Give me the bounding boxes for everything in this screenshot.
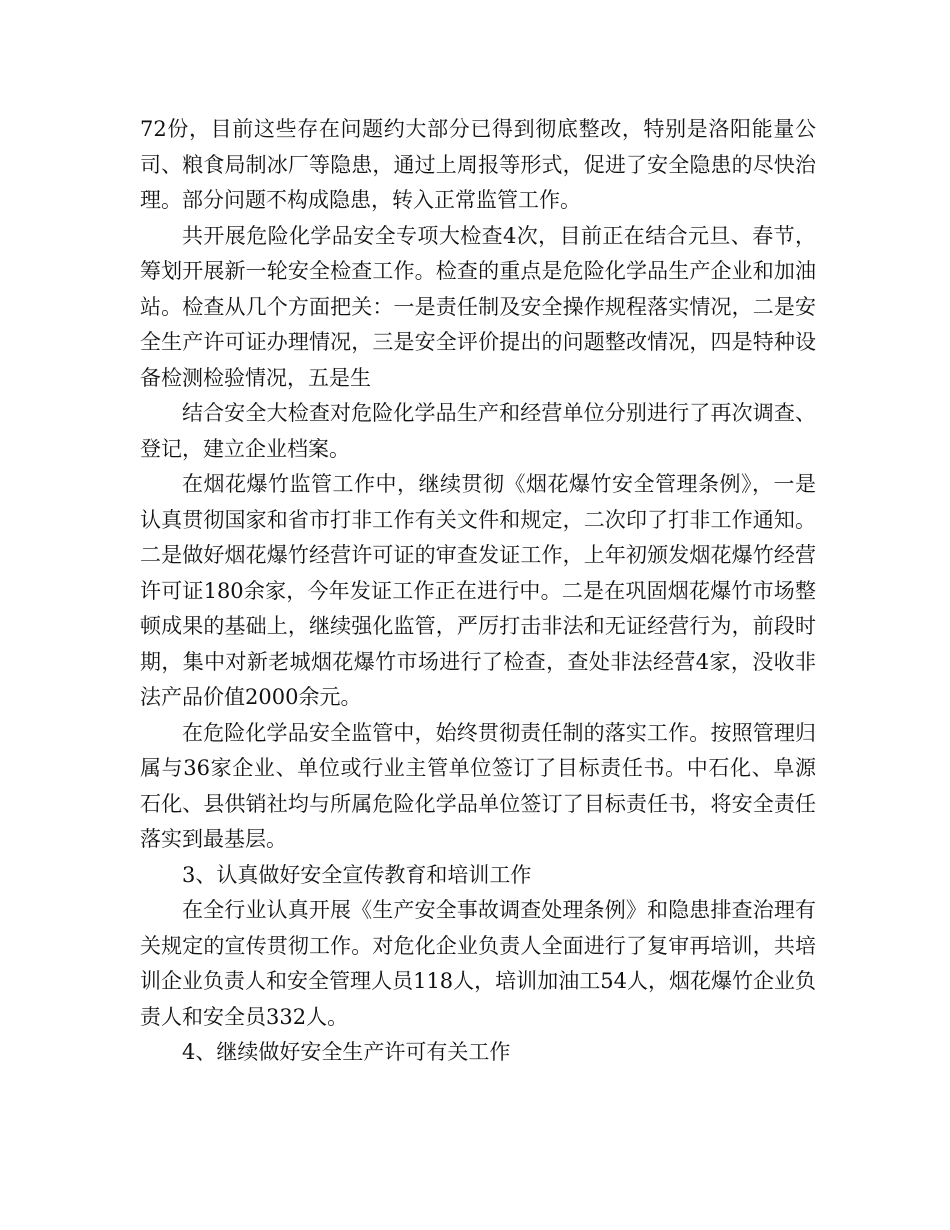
document-body xyxy=(140,112,816,1071)
section-heading-4: 4、继续做好安全生产许可有关工作 xyxy=(182,1040,511,1064)
paragraph-5: 在危险化学品安全监管中，始终贯彻责任制的落实工作。按照管理归属与36家企业、单位或行业主管单位签订了目标责任书。中石化、阜源石化、县供销社均与所属危险化学品单位签订了目标责任书，将安全责任落实到最基层。 xyxy=(140,720,816,851)
paragraph-1: 72份，目前这些存在问题约大部分已得到彻底整改，特别是洛阳能量公司、粮食局制冰厂等隐患，通过上周报等形式，促进了安全隐患的尽快治理。部分问题不构成隐患，转入正常监管工作。 xyxy=(140,117,816,212)
paragraph-4: 在烟花爆竹监管工作中，继续贯彻《烟花爆竹安全管理条例》，一是认真贯彻国家和省市打非工作有关文件和规定，二次印了打非工作通知。二是做好烟花爆竹经营许可证的审查发证工作，上年初颁发烟花爆竹经营许可证180余家，今年发证工作正在进行中。二是在巩固烟花爆竹市场整顿成果的基础上，继续强化监管，严厉打击非法和无证经营行为，前段时期，集中对新老城烟花爆竹市场进行了检查，查处非法经营4家，没收非法产品价值2000余元。 xyxy=(140,472,816,709)
paragraph-3: 结合安全大检查对危险化学品生产和经营单位分别进行了再次调查、登记，建立企业档案。 xyxy=(140,401,816,461)
section-heading-3: 3、认真做好安全宣传教育和培训工作 xyxy=(182,862,532,887)
paragraph-2: 共开展危险化学品安全专项大检查4次，目前正在结合元旦、春节，筹划开展新一轮安全检查工作。检查的重点是危险化学品生产企业和加油站。检查从几个方面把关：一是责任制及安全操作规程落实情况，二是安全生产许可证办理情况，三是安全评价提出的问题整改情况，四是特种设备检测检验情况，五是生 xyxy=(140,223,816,390)
paragraph-6: 在全行业认真开展《生产安全事故调查处理条例》和隐患排查治理有关规定的宣传贯彻工作。对危化企业负责人全面进行了复审再培训，共培训企业负责人和安全管理人员118人，培训加油工54人，烟花爆竹企业负责人和安全员332人。 xyxy=(140,898,816,1029)
